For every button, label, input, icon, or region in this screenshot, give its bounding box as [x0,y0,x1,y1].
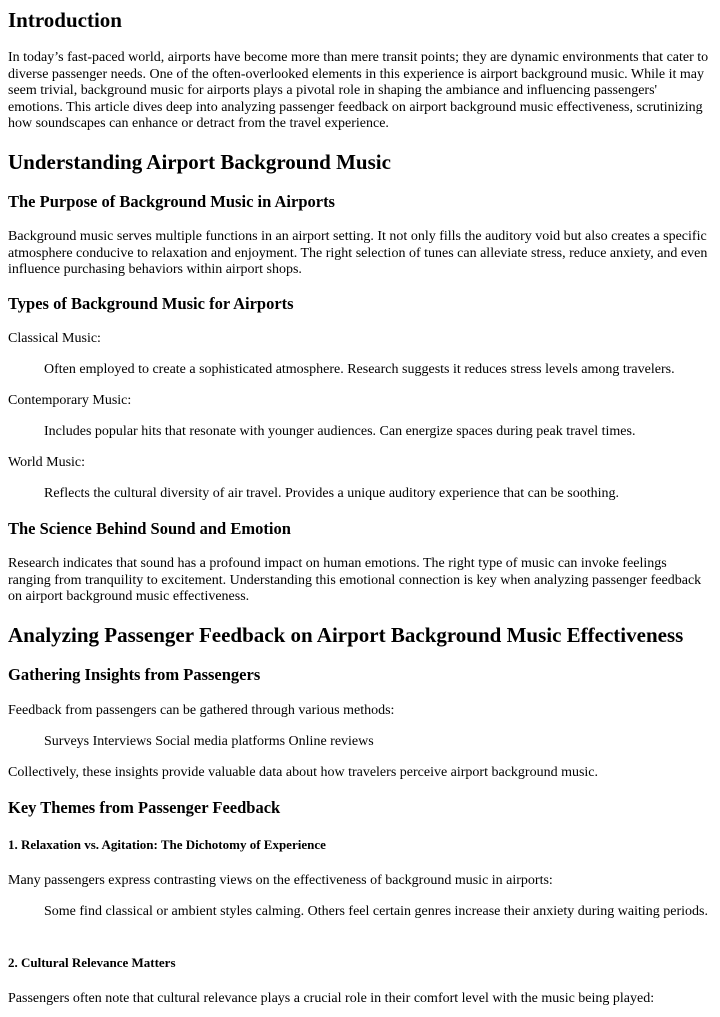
type-desc-contemporary: Includes popular hits that resonate with younger audiences. Can energize spaces during peak travel times. [44,424,636,439]
analyzing-heading: Analyzing Passenger Feedback on Airport Background Music Effectiveness [8,623,684,647]
relaxation-quote: Some find classical or ambient styles calming. Others feel certain genres increase their anxiety during waiting periods. [44,904,709,919]
themes-heading: Key Themes from Passenger Feedback [8,798,281,817]
type-term-world: World Music: [8,455,86,470]
purpose-heading: The Purpose of Background Music in Airports [8,192,335,211]
science-heading: The Science Behind Sound and Emotion [8,519,291,538]
cultural-heading: 2. Cultural Relevance Matters [8,955,176,970]
type-term-classical: Classical Music: [8,331,101,346]
gathering-outro: Collectively, these insights provide valuable data about how travelers perceive airport background music. [8,765,599,780]
relaxation-heading: 1. Relaxation vs. Agitation: The Dichotomy of Experience [8,837,326,852]
intro-heading: Introduction [8,8,122,32]
purpose-paragraph: Background music serves multiple functions in an airport setting. It not only fills the auditory void but also creates a specific atmosphere conducive to relaxation and enjoyment. The right selection of tunes can alleviate stress, reduce anxiety, and even influence purchasing behaviors within airport shops. [8,229,708,277]
relaxation-paragraph: Many passengers express contrasting views on the effectiveness of background music in airports: [8,873,553,888]
science-paragraph: Research indicates that sound has a profound impact on human emotions. The right type of music can invoke feelings ranging from tranquility to excitement. Understanding this emotional connection is key when analyzing passenger feedback on airport background music effectiveness. [8,556,702,604]
type-term-contemporary: Contemporary Music: [8,393,132,408]
type-desc-classical: Often employed to create a sophisticated atmosphere. Research suggests it reduces stress levels among travelers. [44,362,675,377]
gathering-intro: Feedback from passengers can be gathered through various methods: [8,703,395,718]
understanding-heading: Understanding Airport Background Music [8,150,391,174]
cultural-paragraph: Passengers often note that cultural relevance plays a crucial role in their comfort level with the music being played: [8,991,655,1006]
gathering-methods: Surveys Interviews Social media platforms Online reviews [44,734,374,749]
intro-paragraph: In today’s fast-paced world, airports have become more than mere transit points; they are dynamic environments that cater to diverse passenger needs. One of the often-overlooked elements in this experience is airport background music. While it may seem trivial, background music for airports plays a pivotal role in shaping the ambiance and influencing passengers' emotions. This article dives deep into analyzing passenger feedback on airport background music effectiveness, scrutinizing how soundscapes can enhance or detract from the travel experience. [8,50,709,131]
gathering-heading: Gathering Insights from Passengers [8,665,261,684]
types-heading: Types of Background Music for Airports [8,294,294,313]
type-desc-world: Reflects the cultural diversity of air travel. Provides a unique auditory experience that can be soothing. [44,486,619,501]
